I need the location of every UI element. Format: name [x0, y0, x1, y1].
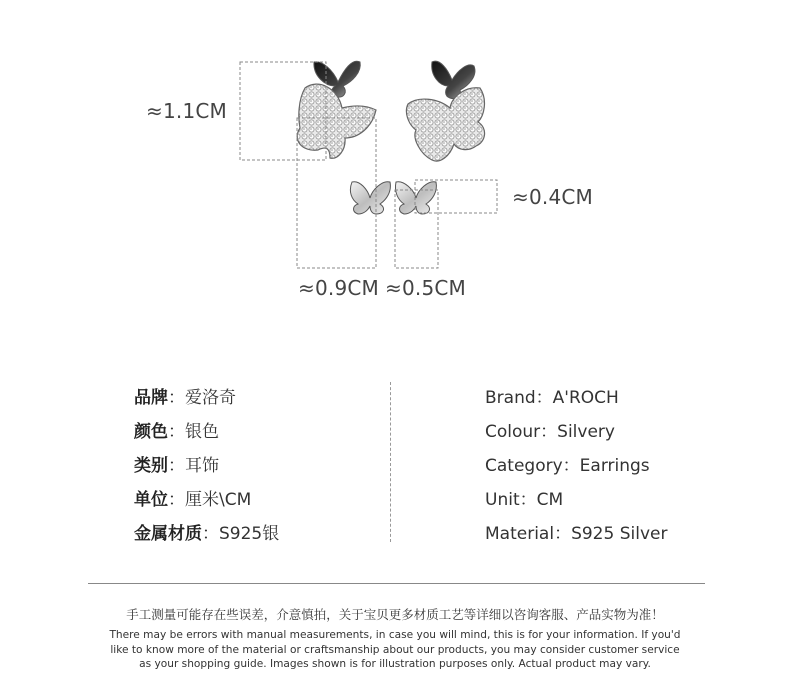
left-large-pave-butterfly — [297, 84, 376, 158]
spec-en-colour: Colour：Silvery — [485, 422, 615, 442]
right-large-butterfly-earring — [406, 61, 484, 161]
right-small-stud — [395, 182, 436, 214]
left-large-butterfly-earring — [297, 61, 376, 158]
spec-cn-material: 金属材质：S925银 — [134, 524, 280, 544]
spec-en-category: Category：Earrings — [485, 456, 650, 476]
disclaimer-en-line: like to know more of the material or craftsmanship about our products, you may consider customer service — [110, 643, 680, 656]
large-width-label: ≈0.9CM — [298, 276, 379, 300]
specs-cn — [134, 383, 279, 553]
spec-en-unit: Unit：CM — [485, 490, 564, 510]
section-divider — [88, 583, 705, 584]
small-height-label: ≈0.4CM — [512, 185, 593, 209]
disclaimer-en — [0, 628, 790, 672]
spec-cn-category: 类别：耳饰 — [134, 456, 219, 476]
right-large-pave-butterfly — [406, 88, 484, 161]
specs-en — [485, 383, 667, 553]
disclaimer-en-line: There may be errors with manual measurements, in case you will mind, this is for your information. If you'd — [109, 629, 681, 641]
left-small-stud — [350, 182, 390, 214]
large-height-label: ≈1.1CM — [146, 99, 227, 123]
spec-en-brand: Brand：A'ROCH — [485, 388, 619, 408]
spec-cn-colour: 颜色：银色 — [134, 422, 219, 442]
spec-en-material: Material：S925 Silver — [485, 524, 668, 544]
spec-cn-unit: 单位：厘米\CM — [134, 490, 252, 510]
disclaimer-cn: 手工测量可能存在些误差，介意慎拍，关于宝贝更多材质工艺等详细以咨询客服、产品实物为准！ — [126, 607, 664, 622]
disclaimer-en-line: as your shopping guide. Images shown is for illustration purposes only. Actual product may vary. — [139, 658, 651, 670]
small-width-label: ≈0.5CM — [385, 276, 466, 300]
spec-divider — [390, 382, 391, 542]
spec-cn-brand: 品牌：爱洛奇 — [134, 388, 236, 408]
